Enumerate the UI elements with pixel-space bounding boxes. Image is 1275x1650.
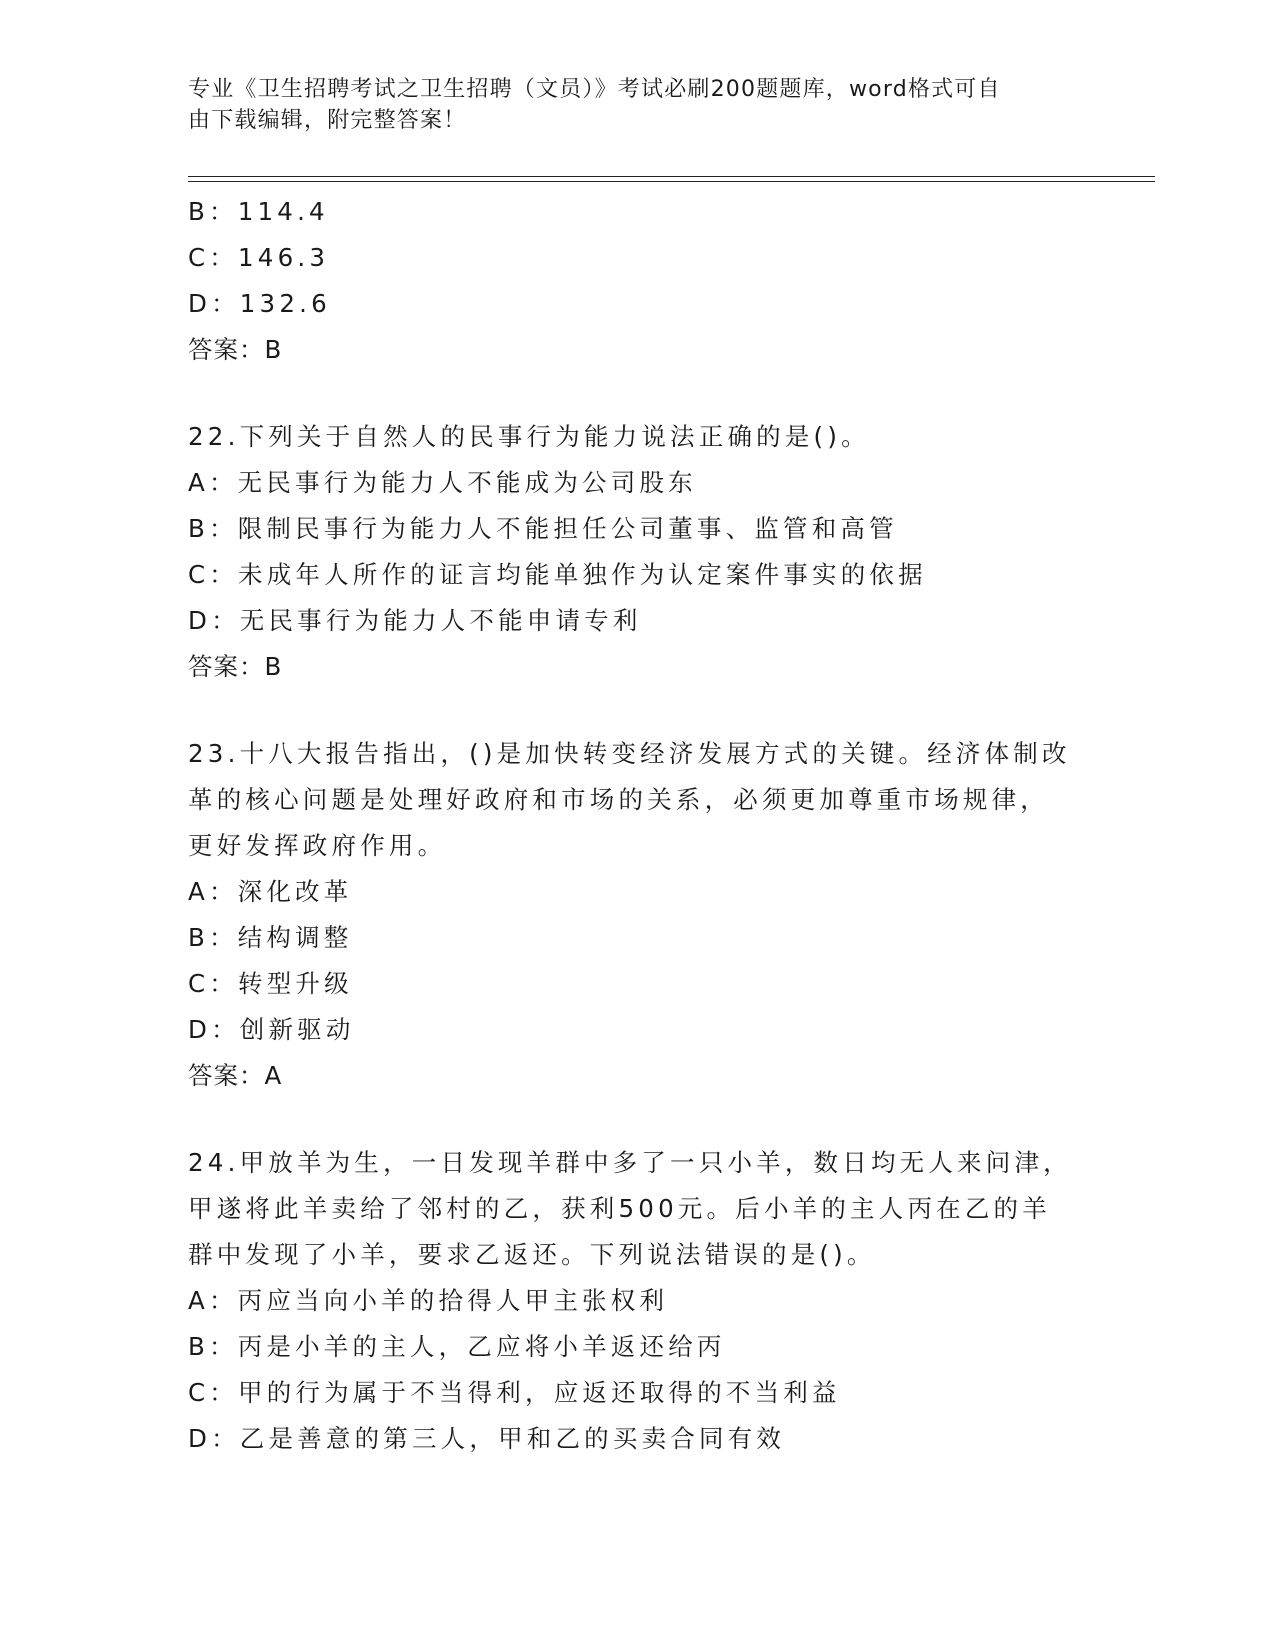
question-text-line: 更好发挥政府作用。	[188, 831, 447, 860]
option-a: A：深化改革	[188, 877, 353, 906]
option-b: B：限制民事行为能力人不能担任公司董事、监管和高管	[188, 514, 898, 543]
question-text-line: 23.十八大报告指出，()是加快转变经济发展方式的关键。经济体制改	[188, 739, 1071, 768]
option-c: C：甲的行为属于不当得利，应返还取得的不当利益	[188, 1378, 841, 1407]
header-line-2: 由下载编辑，附完整答案！	[188, 108, 467, 133]
question-text-line: 群中发现了小羊，要求乙返还。下列说法错误的是()。	[188, 1240, 876, 1269]
option-c: C：146.3	[188, 243, 330, 272]
spacer	[188, 373, 1088, 414]
header-divider-top	[188, 176, 1155, 177]
option-c: C：未成年人所作的证言均能单独作为认定案件事实的依据	[188, 560, 927, 589]
option-c: C：转型升级	[188, 969, 353, 998]
question-text-line: 24.甲放羊为生，一日发现羊群中多了一只小羊，数日均无人来问津，	[188, 1148, 1072, 1177]
question-22	[188, 414, 1088, 690]
header-line-1: 专业《卫生招聘考试之卫生招聘（文员）》考试必刷200题题库，word格式可自	[188, 77, 1001, 102]
option-d: D：创新驱动	[188, 1015, 355, 1044]
document-header	[188, 74, 1078, 136]
spacer	[188, 690, 1088, 731]
option-d: D：乙是善意的第三人，甲和乙的买卖合同有效	[188, 1424, 786, 1453]
option-b: B：结构调整	[188, 923, 353, 952]
option-b: B：114.4	[188, 197, 329, 226]
option-b: B：丙是小羊的主人，乙应将小羊返还给丙	[188, 1332, 726, 1361]
question-text: 22.下列关于自然人的民事行为能力说法正确的是()。	[188, 422, 870, 451]
header-divider-bottom	[188, 181, 1155, 182]
question-21	[188, 189, 1088, 373]
option-d: D：132.6	[188, 289, 331, 318]
option-a: A：无民事行为能力人不能成为公司股东	[188, 468, 697, 497]
answer: 答案：B	[188, 652, 283, 681]
option-d: D：无民事行为能力人不能申请专利	[188, 606, 642, 635]
spacer	[188, 1099, 1088, 1140]
question-text-line: 甲遂将此羊卖给了邻村的乙，获利500元。后小羊的主人丙在乙的羊	[188, 1194, 1051, 1223]
question-23	[188, 731, 1088, 1099]
answer: 答案：A	[188, 1061, 283, 1090]
question-text-line: 革的核心问题是处理好政府和市场的关系，必须更加尊重市场规律，	[188, 785, 1049, 814]
question-24	[188, 1140, 1088, 1462]
option-a: A：丙应当向小羊的拾得人甲主张权利	[188, 1286, 669, 1315]
question-list	[188, 189, 1088, 1462]
answer: 答案：B	[188, 335, 283, 364]
